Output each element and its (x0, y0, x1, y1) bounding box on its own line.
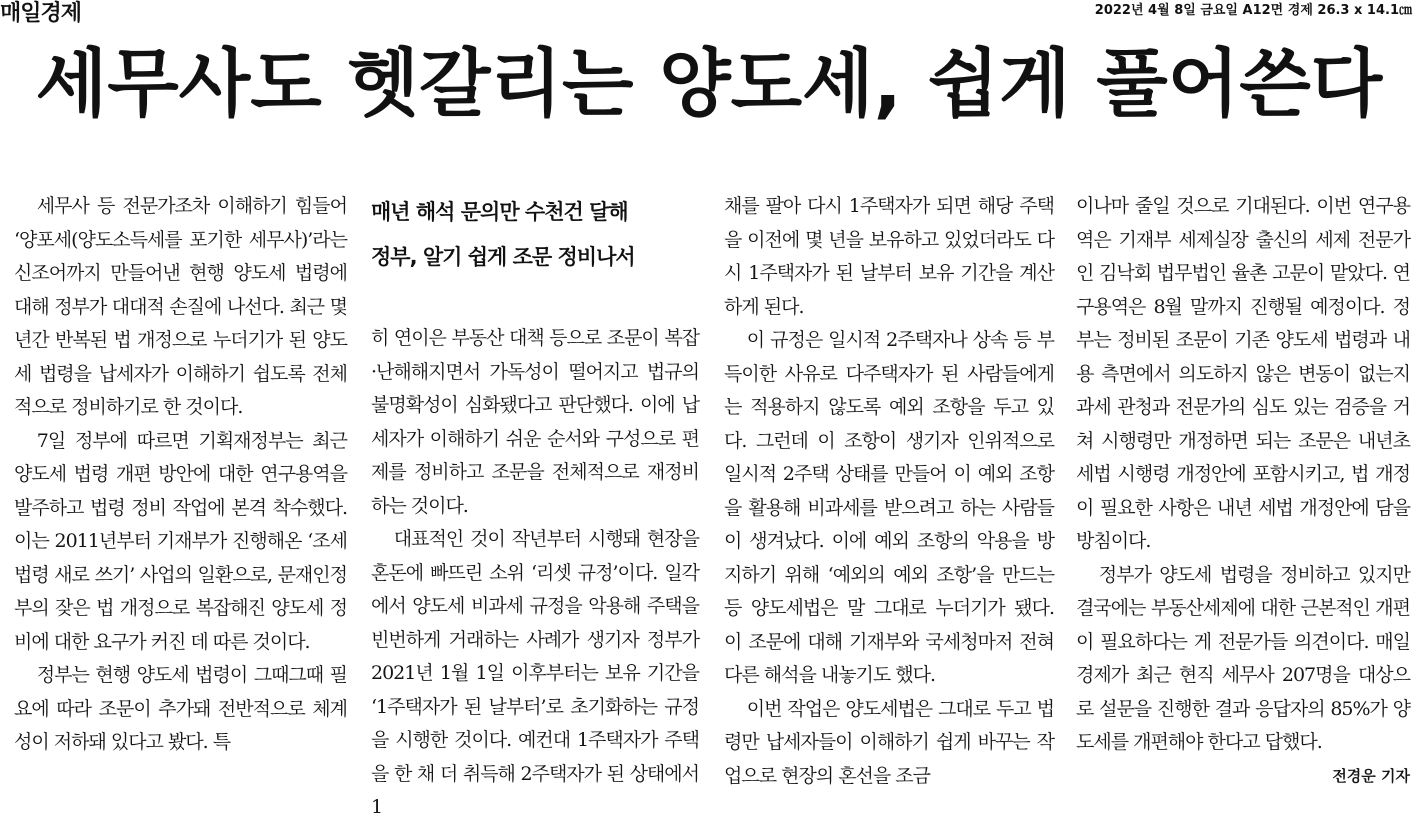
paragraph-last (1076, 559, 1410, 785)
column-4 (1076, 190, 1410, 785)
column-1 (14, 190, 347, 780)
paragraph: 정부는 현행 양도세 법령이 그때그때 필요에 따라 조문이 추가돼 전반적으로 체계성이 저하돼 있다고 봤다. 특 (14, 664, 347, 753)
column-2 (371, 322, 699, 818)
subheadline-line-2: 정부, 알기 쉽게 조문 정비나서 (371, 245, 635, 269)
subheadline-line-1: 매년 해석 문의만 수천건 달해 (371, 200, 628, 224)
paragraph-text: 정부가 양도세 법령을 정비하고 있지만 결국에는 부동산세제에 대한 근본적인 개편이 필요하다는 게 전문가들 의견이다. 매일경제가 최근 현직 세무사 207명을 대상으로 설문을 진행한 결과 응답자의 85%가 양도세를 개편해야 한다고 답했다. (1076, 563, 1410, 753)
paragraph: 이나마 줄일 것으로 기대된다. 이번 연구용역은 기재부 세제실장 출신의 세제 전문가인 김낙회 법무법인 율촌 고문이 맡았다. 연구용역은 8월 말까지 진행될 예정이다. 정부는 정비된 조문이 기존 양도세 법령과 내용 측면에서 의도하지 않은 변동이 없는지 과세 관청과 전문가의 심도 있는 검증을 거쳐 시행령만 개정하면 되는 조문은 내년초 세법 시행령 개정안에 포함시키고, 법 개정이 필요한 사항은 내년 세법 개정안에 담을 방침이다. (1076, 195, 1410, 552)
masthead: 매일경제 (0, 1, 82, 26)
column-3 (724, 190, 1054, 787)
paragraph: 이 규정은 일시적 2주택자나 상속 등 부득이한 사유로 다주택자가 된 사람들에게는 적용하지 않도록 예외 조항을 두고 있다. 그런데 이 조항이 생기자 인위적으로 일시적 2주택 상태를 만들어 이 예외 조항을 활용해 비과세를 받으려고 하는 사람들이 생겨났다. 이에 예외 조항의 악용을 방지하기 위해 ‘예외의 예외 조항’을 만드는 등 양도세법은 말 그대로 누더기가 됐다. 이 조문에 대해 기재부와 국세청마저 전혀 다른 해석을 내놓기도 했다. (724, 329, 1054, 686)
subheadline (371, 190, 699, 280)
paragraph: 7일 정부에 따르면 기획재정부는 최근 양도세 법령 개편 방안에 대한 연구용역을 발주하고 법령 정비 작업에 본격 착수했다. 이는 2011년부터 기재부가 진행해온 ‘조세법령 새로 쓰기’ 사업의 일환으로, 문재인정부의 잦은 법 개정으로 복잡해진 양도세 정비에 대한 요구가 커진 데 따른 것이다. (14, 429, 347, 653)
paragraph: 세무사 등 전문가조차 이해하기 힘들어 ‘양포세(양도소득세를 포기한 세무사)’라는 신조어까지 만들어낸 현행 양도세 법령에 대해 정부가 대대적 손질에 나선다. 최근 몇 년간 반복된 법 개정으로 누더기가 된 양도세 법령을 납세자가 이해하기 쉽도록 전체적으로 정비하기로 한 것이다. (14, 195, 347, 418)
paragraph: 히 연이은 부동산 대책 등으로 조문이 복잡·난해해지면서 가독성이 떨어지고 법규의 불명확성이 심화됐다고 판단했다. 이에 납세자가 이해하기 쉬운 순서와 구성으로 편제를 정비하고 조문을 전체적으로 재정비하는 것이다. (371, 327, 699, 517)
paragraph: 대표적인 것이 작년부터 시행돼 현장을 혼돈에 빠뜨린 소위 ‘리셋 규정’이다. 일각에서 양도세 비과세 규정을 악용해 주택을 빈번하게 거래하는 사례가 생기자 정부가 2021년 1월 1일 이후부터는 보유 기간을 ‘1주택자가 된 날부터’로 초기화하는 규정을 시행한 것이다. 예컨대 1주택자가 주택을 한 채 더 취득해 2주택자가 된 상태에서 1 (371, 528, 699, 818)
paragraph: 이번 작업은 양도세법은 그대로 두고 법령만 납세자들이 이해하기 쉽게 바꾸는 작업으로 현장의 혼선을 조금 (724, 697, 1054, 787)
publication-info: 2022년 4월 8일 금요일 A12면 경제 26.3 x 14.1㎝ (1094, 3, 1412, 18)
paragraph: 채를 팔아 다시 1주택자가 되면 해당 주택을 이전에 몇 년을 보유하고 있었더라도 다시 1주택자가 된 날부터 보유 기간을 계산하게 된다. (724, 195, 1054, 318)
headline: 세무사도 헷갈리는 양도세, 쉽게 풀어쓴다 (35, 41, 1383, 127)
byline: 전경운 기자 (1332, 766, 1410, 785)
